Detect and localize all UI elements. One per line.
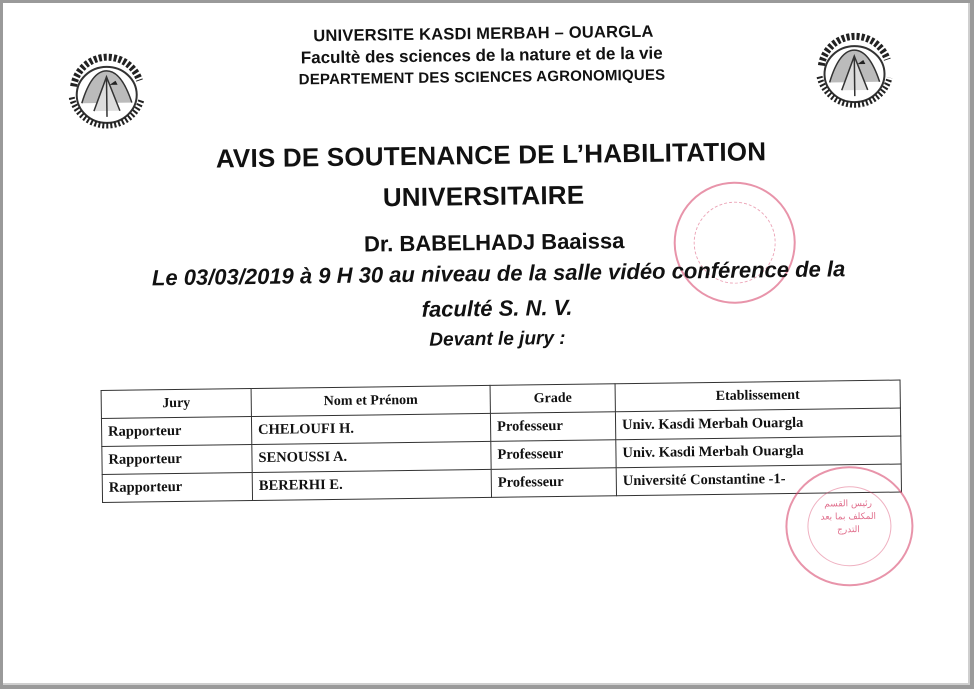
jury-role: Rapporteur	[102, 445, 252, 475]
column-header-name: Nom et Prénom	[251, 385, 490, 416]
jury-member-name: BERERHI E.	[252, 469, 491, 500]
scanned-notice	[3, 3, 970, 685]
jury-institution: Univ. Kasdi Merbah Ouargla	[615, 408, 900, 440]
jury-role: Rapporteur	[101, 417, 251, 447]
university-name: UNIVERSITE KASDI MERBAH – OUARGLA	[313, 22, 654, 46]
jury-table	[101, 380, 902, 503]
document-page	[3, 3, 970, 685]
defense-date-location: Le 03/03/2019 à 9 H 30 au niveau de la salle vidéo conférence de la	[151, 256, 846, 291]
jury-member-name: SENOUSSI A.	[252, 441, 491, 472]
jury-grade: Professeur	[491, 468, 616, 498]
column-header-jury: Jury	[101, 389, 251, 419]
jury-grade: Professeur	[491, 440, 616, 470]
notice-title-line2: UNIVERSITAIRE	[382, 179, 585, 213]
jury-intro: Devant le jury :	[429, 327, 566, 351]
column-header-institution: Etablissement	[615, 380, 900, 412]
jury-institution: Univ. Kasdi Merbah Ouargla	[616, 436, 901, 468]
column-header-grade: Grade	[490, 384, 615, 414]
official-stamp-bottom	[785, 465, 915, 587]
jury-role: Rapporteur	[102, 473, 252, 503]
stamp-text: رئيس القسم المكلف بما بعد التدرج	[820, 498, 877, 536]
department-name: DEPARTEMENT DES SCIENCES AGRONOMIQUES	[298, 66, 666, 89]
candidate-name: Dr. BABELHADJ Baaissa	[363, 228, 625, 257]
jury-grade: Professeur	[490, 412, 615, 442]
jury-institution: Université Constantine -1-	[616, 464, 901, 496]
notice-title-line1: AVIS DE SOUTENANCE DE L’HABILITATION	[215, 136, 767, 174]
defense-faculty: faculté S. N. V.	[421, 294, 573, 322]
jury-member-name: CHELOUFI H.	[251, 413, 490, 444]
faculty-name: Facultè des sciences de la nature et de la vie	[300, 43, 663, 68]
